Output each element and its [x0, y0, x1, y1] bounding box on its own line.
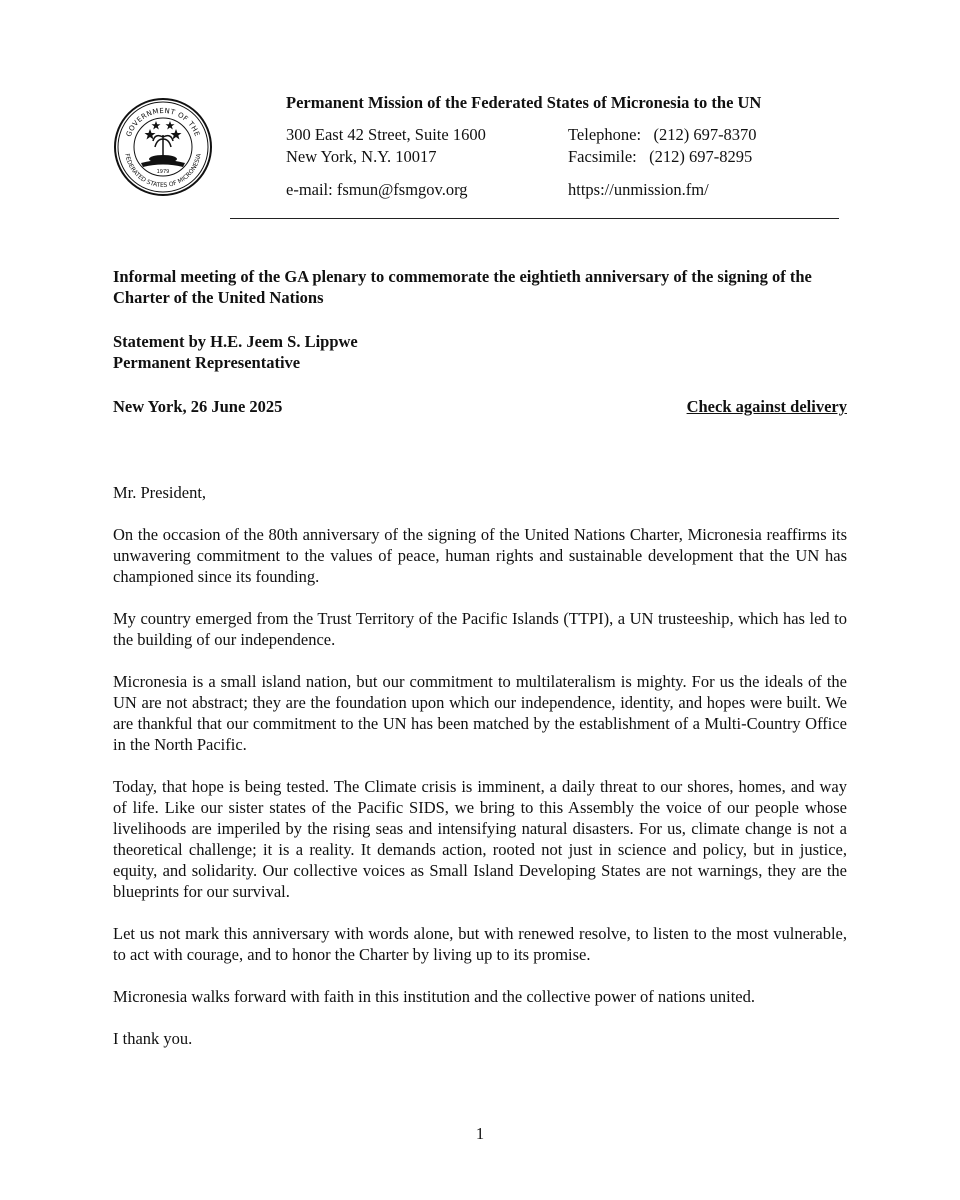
email-address[interactable]: e-mail: fsmun@fsmgov.org: [286, 180, 468, 199]
place-date: New York, 26 June 2025: [113, 397, 283, 416]
page-number: 1: [475, 1124, 485, 1143]
meeting-title: Informal meeting of the GA plenary to commemorate the eightieth anniversary of the signing of the Charter of the United Nations: [113, 267, 812, 307]
facsimile-label: Facsimile:: [568, 147, 637, 166]
mission-title: Permanent Mission of the Federated States of Micronesia to the UN: [286, 93, 762, 112]
letterhead: [286, 92, 761, 201]
seal-ring-top: GOVERNMENT OF THE: [124, 106, 202, 138]
seal-year: 1979: [156, 169, 170, 175]
paragraph: Micronesia is a small island nation, but our commitment to multilateralism is mighty. For us the ideals of the UN are not abstract; they are the foundation upon which our independence, identity, and hopes were built. We are thankful that our commitment to the UN has been matched by the establishment of a Multi-Country Office in the North Pacific.: [113, 672, 847, 754]
address-line-1: 300 East 42 Street, Suite 1600: [286, 125, 486, 144]
website-link[interactable]: https://unmission.fm/: [568, 180, 709, 199]
telephone-label: Telephone:: [568, 125, 642, 144]
seal-icon: [113, 97, 213, 197]
telephone-number: (212) 697-8370: [653, 125, 757, 144]
dateline: [113, 396, 847, 417]
salutation: Mr. President,: [113, 483, 207, 502]
address-line-2: New York, N.Y. 10017: [286, 147, 437, 166]
paragraph: On the occasion of the 80th anniversary of the signing of the United Nations Charter, Micronesia reaffirms its unwavering commitment to the values of peace, human rights and sustainable development that the UN has championed since its founding.: [113, 525, 847, 586]
svg-text:GOVERNMENT OF THE: [125, 107, 201, 138]
speech-body: [113, 482, 847, 1070]
check-against-delivery: Check against delivery: [686, 397, 847, 416]
paragraph: Today, that hope is being tested. The Climate crisis is imminent, a daily threat to our shores, homes, and way of life. Like our sister states of the Pacific SIDS, we bring to this Assembly the voice of our people whose livelihoods are imperiled by the rising seas and intensifying natural disasters. For us, climate change is not a theoretical challenge; it is a reality. It demands action, rooted not just in science and policy, but in justice, equity, and solidarity. Our collective voices as Small Island Developing States are not warnings, they are the blueprints for our survival.: [113, 777, 847, 901]
closing: I thank you.: [113, 1029, 193, 1048]
statement-by: Statement by H.E. Jeem S. Lippwe: [113, 332, 358, 351]
seal-ring-bottom: FEDERATED STATES OF MICRONESIA: [123, 153, 203, 190]
statement-block: [113, 331, 847, 373]
letterhead-divider: [230, 218, 839, 219]
facsimile-number: (212) 697-8295: [649, 147, 753, 166]
statement-role: Permanent Representative: [113, 353, 301, 372]
paragraph: Micronesia walks forward with faith in this institution and the collective power of nations united.: [113, 987, 755, 1006]
paragraph: Let us not mark this anniversary with words alone, but with renewed resolve, to listen to the most vulnerable, to act with courage, and to honor the Charter by living up to its promise.: [113, 924, 847, 964]
paragraph: My country emerged from the Trust Territory of the Pacific Islands (TTPI), a UN trusteeship, which has led to the building of our independence.: [113, 609, 847, 649]
